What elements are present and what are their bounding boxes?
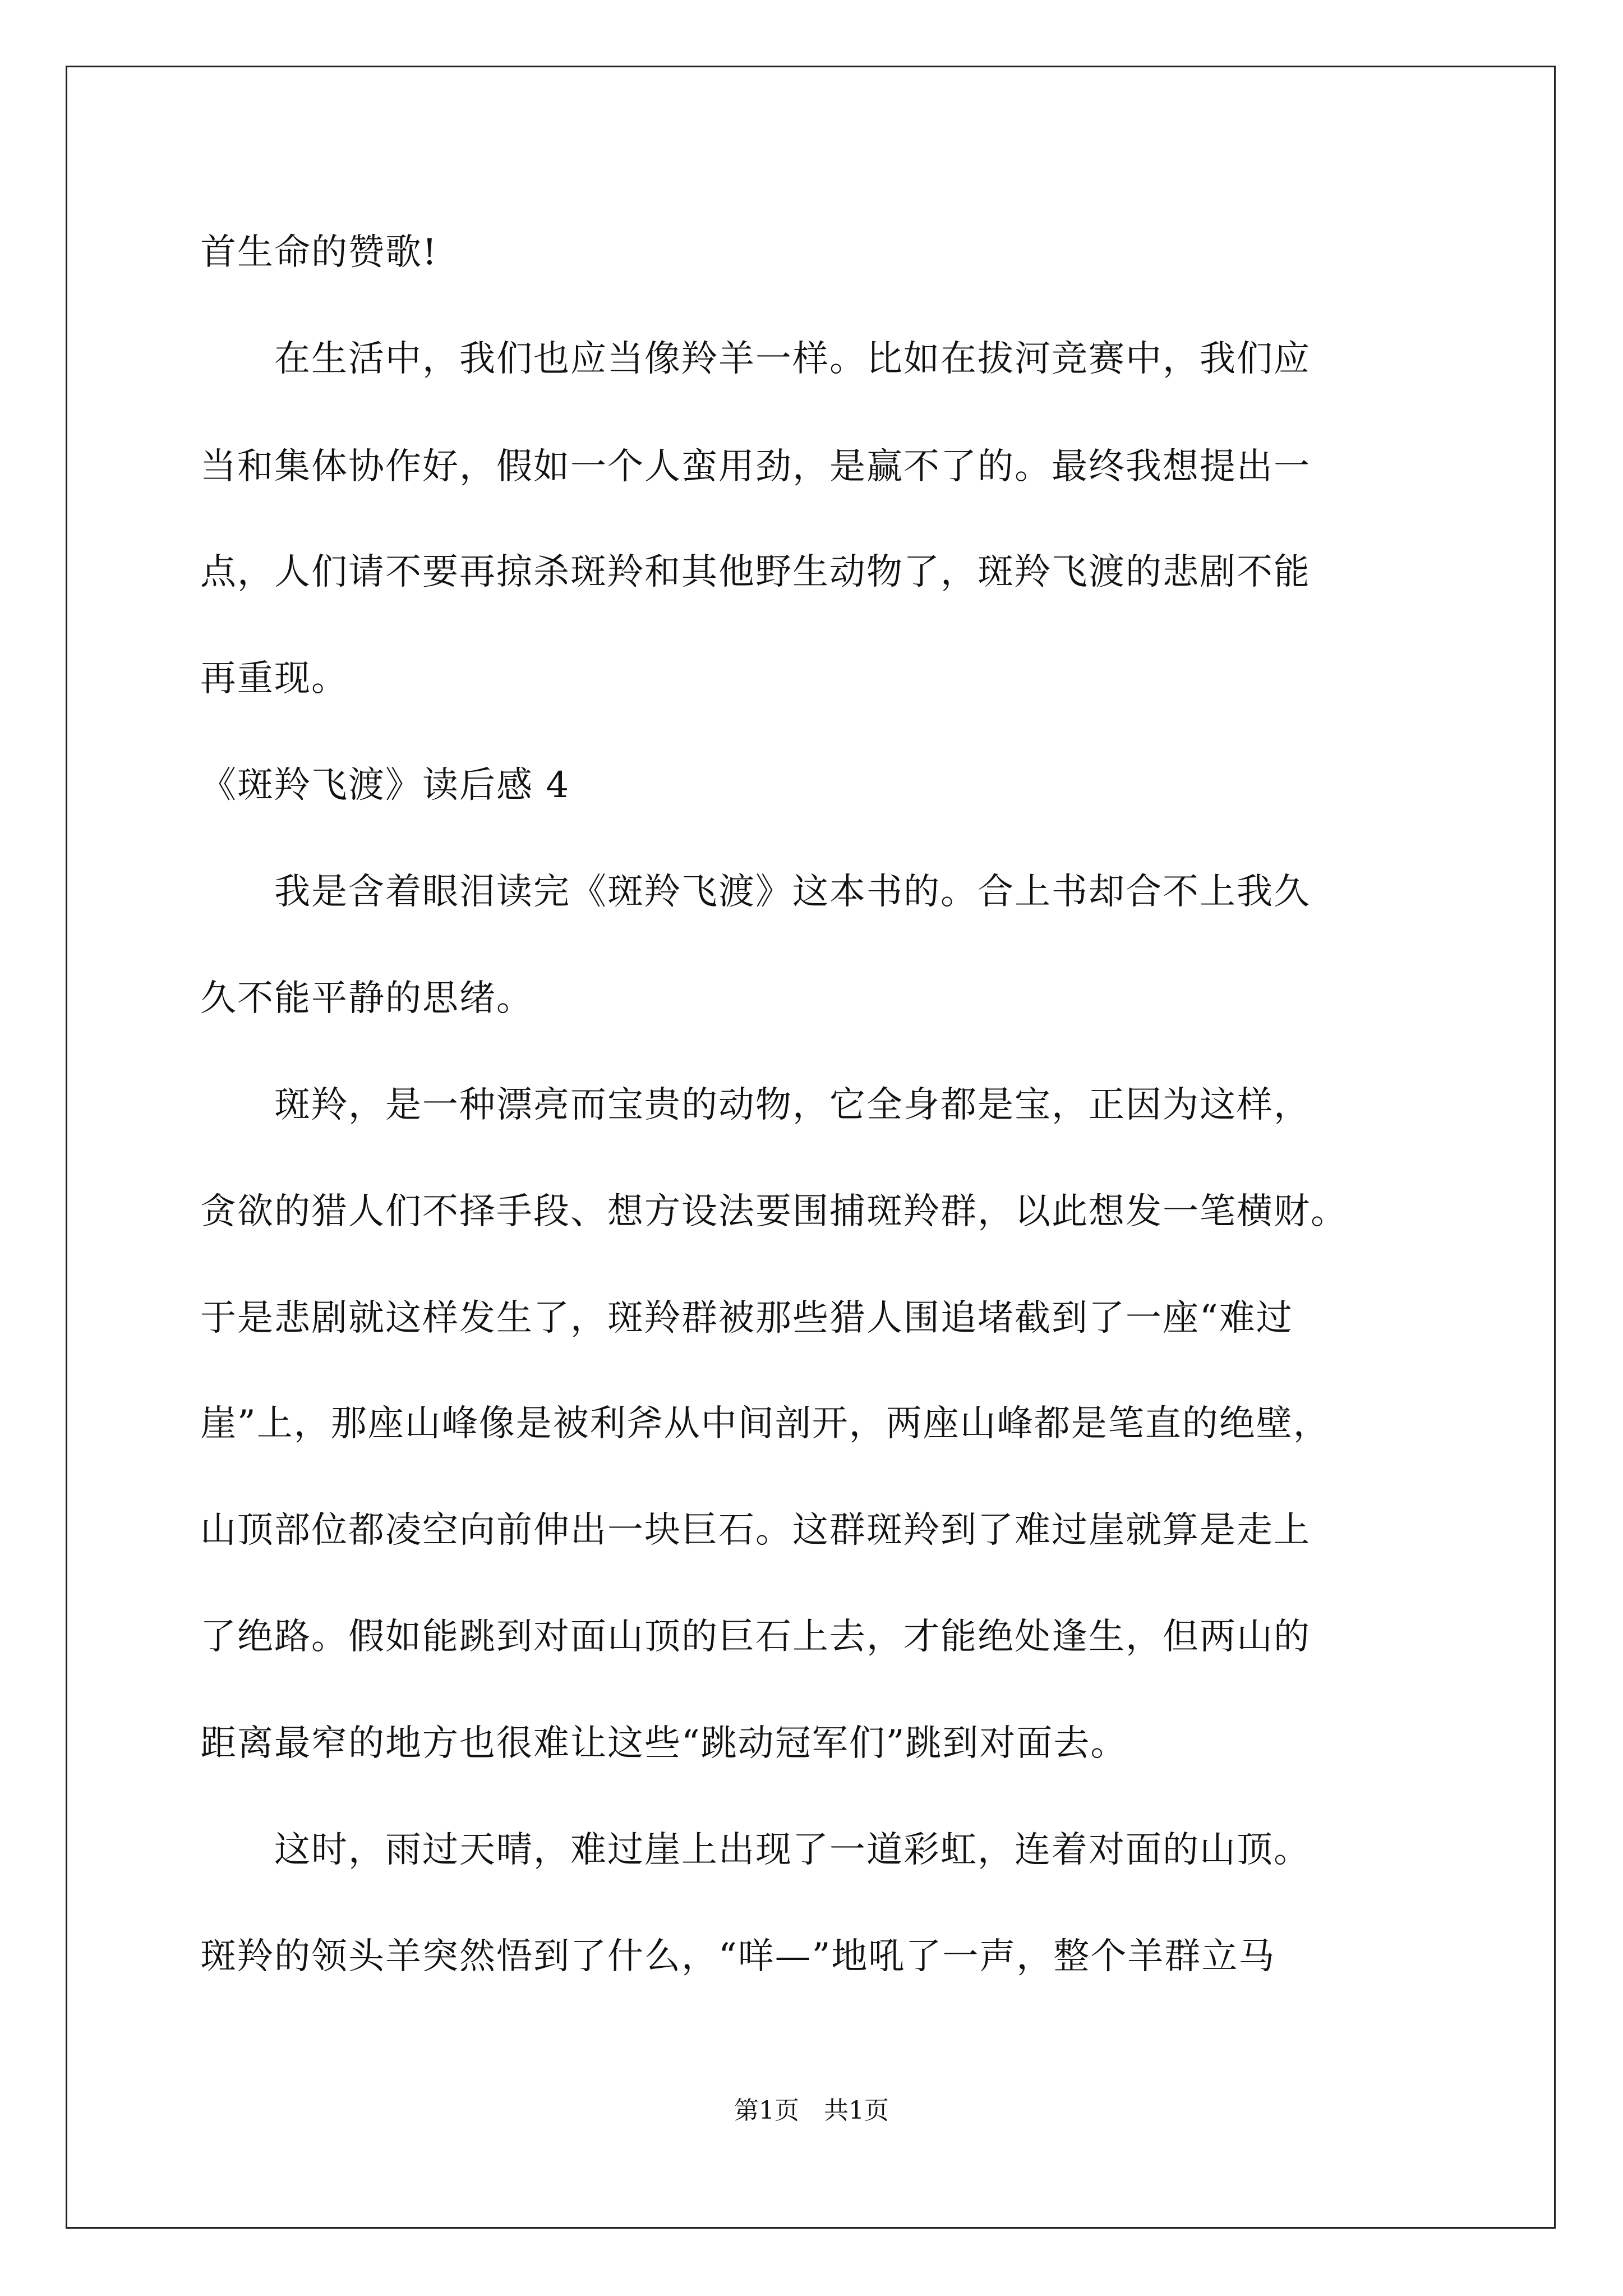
text-line: 这时，雨过天晴，难过崖上出现了一道彩虹，连着对面的山顶。 bbox=[200, 1829, 1311, 1871]
page-border bbox=[66, 66, 1556, 2229]
text-line: 崖”上，那座山峰像是被利斧从中间剖开，两座山峰都是笔直的绝壁， bbox=[200, 1403, 1330, 1444]
text-line: 点，人们请不要再掠杀斑羚和其他野生动物了，斑羚飞渡的悲剧不能 bbox=[200, 551, 1311, 593]
section-heading: 《斑羚飞渡》读后感 4 bbox=[200, 765, 570, 806]
page-footer: 第1页 共1页 bbox=[734, 2096, 889, 2125]
text-line: 当和集体协作好，假如一个人蛮用劲，是赢不了的。最终我想提出一 bbox=[200, 446, 1311, 487]
text-line: 斑羚的领头羊突然悟到了什么，“咩—”地吼了一声，整个羊群立马 bbox=[200, 1936, 1276, 1977]
text-line: 我是含着眼泪读完《斑羚飞渡》这本书的。合上书却合不上我久 bbox=[200, 871, 1311, 913]
text-line: 斑羚，是一种漂亮而宝贵的动物，它全身都是宝，正因为这样， bbox=[200, 1084, 1311, 1126]
text-line: 贪欲的猎人们不择手段、想方设法要围捕斑羚群，以此想发一笔横财。 bbox=[200, 1191, 1348, 1232]
text-line: 了绝路。假如能跳到对面山顶的巨石上去，才能绝处逢生，但两山的 bbox=[200, 1616, 1311, 1658]
text-line: 距离最窄的地方也很难让这些“跳动冠军们”跳到对面去。 bbox=[200, 1723, 1128, 1764]
text-line: 久不能平静的思绪。 bbox=[200, 978, 533, 1019]
text-line: 在生活中，我们也应当像羚羊一样。比如在拔河竞赛中，我们应 bbox=[200, 338, 1311, 380]
text-line: 再重现。 bbox=[200, 658, 348, 700]
text-line: 于是悲剧就这样发生了，斑羚群被那些猎人围追堵截到了一座“难过 bbox=[200, 1297, 1293, 1339]
text-line: 首生命的赞歌! bbox=[200, 232, 438, 273]
text-line: 山顶部位都凌空向前伸出一块巨石。这群斑羚到了难过崖就算是走上 bbox=[200, 1510, 1311, 1551]
